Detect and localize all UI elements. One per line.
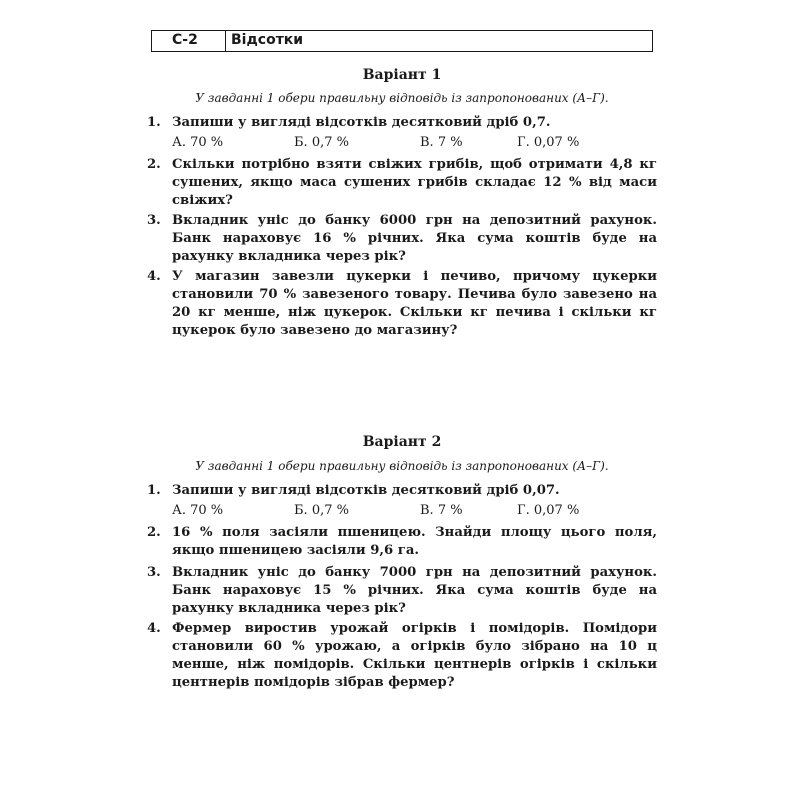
task-text: Запиши у вигляді відсотків десятковий дріб 0,07. xyxy=(172,483,560,498)
option-d: Г. 0,07 % xyxy=(517,503,580,518)
variant-2-task-2 xyxy=(147,524,657,560)
variant-1-task-1-options xyxy=(172,134,622,152)
variant-1-title: Варіант 1 xyxy=(362,67,442,83)
task-text: Фермер виростив урожай огірків і помідорів. Помідори становили 60 % урожаю, а огірків було зібрано на 10 ц менше, ніж помідорів. Скільки центнерів огірків і скільки центнерів помідорів зібрав фермер? xyxy=(172,621,657,690)
task-number: 1. xyxy=(147,483,161,498)
section-header xyxy=(151,30,653,52)
task-number: 4. xyxy=(147,269,161,284)
option-c: В. 7 % xyxy=(420,503,463,518)
task-number: 3. xyxy=(147,565,161,580)
task-text: Вкладник уніс до банку 7000 грн на депозитний рахунок. Банк нараховує 15 % річних. Яка сума коштів буде на рахунку вкладника через рік? xyxy=(172,565,657,616)
variant-2-task-4 xyxy=(147,620,657,692)
variant-2-task-3 xyxy=(147,564,657,618)
task-text: Скільки потрібно взяти свіжих грибів, щоб отримати 4,8 кг сушених, якщо маса сушених грибів складає 12 % від маси свіжих? xyxy=(172,157,657,208)
option-c: В. 7 % xyxy=(420,135,463,150)
variant-2-instruction: У завданні 1 обери правильну відповідь із запропонованих (А–Г). xyxy=(195,459,609,473)
option-a: А. 70 % xyxy=(172,135,224,150)
task-text: У магазин завезли цукерки і печиво, причому цукерки становили 70 % завезеного товару. Печива було завезено на 20 кг менше, ніж цукерок. Скільки кг печива і скільки кг цукерок було завезено до магазину? xyxy=(172,269,657,338)
variant-2-title: Варіант 2 xyxy=(362,434,442,450)
option-b: Б. 0,7 % xyxy=(294,503,349,518)
section-title: Відсотки xyxy=(231,32,304,48)
option-b: Б. 0,7 % xyxy=(294,135,349,150)
task-number: 1. xyxy=(147,115,161,130)
option-a: А. 70 % xyxy=(172,503,224,518)
variant-2-task-1 xyxy=(147,482,657,500)
task-text: 16 % поля засіяли пшеницею. Знайди площу цього поля, якщо пшеницею засіяли 9,6 га. xyxy=(172,525,657,558)
option-d: Г. 0,07 % xyxy=(517,135,580,150)
variant-1-task-4 xyxy=(147,268,657,340)
variant-1-task-1 xyxy=(147,114,657,132)
task-number: 2. xyxy=(147,157,161,172)
task-number: 4. xyxy=(147,621,161,636)
task-number: 3. xyxy=(147,213,161,228)
variant-2-task-1-options xyxy=(172,502,622,520)
task-number: 2. xyxy=(147,525,161,540)
task-text: Запиши у вигляді відсотків десятковий дріб 0,7. xyxy=(172,115,551,130)
variant-1-task-2 xyxy=(147,156,657,210)
section-code: С-2 xyxy=(152,31,226,51)
variant-1-instruction: У завданні 1 обери правильну відповідь із запропонованих (А–Г). xyxy=(195,91,609,105)
variant-1-task-3 xyxy=(147,212,657,266)
task-text: Вкладник уніс до банку 6000 грн на депозитний рахунок. Банк нараховує 16 % річних. Яка сума коштів буде на рахунку вкладника через рік? xyxy=(172,213,657,264)
